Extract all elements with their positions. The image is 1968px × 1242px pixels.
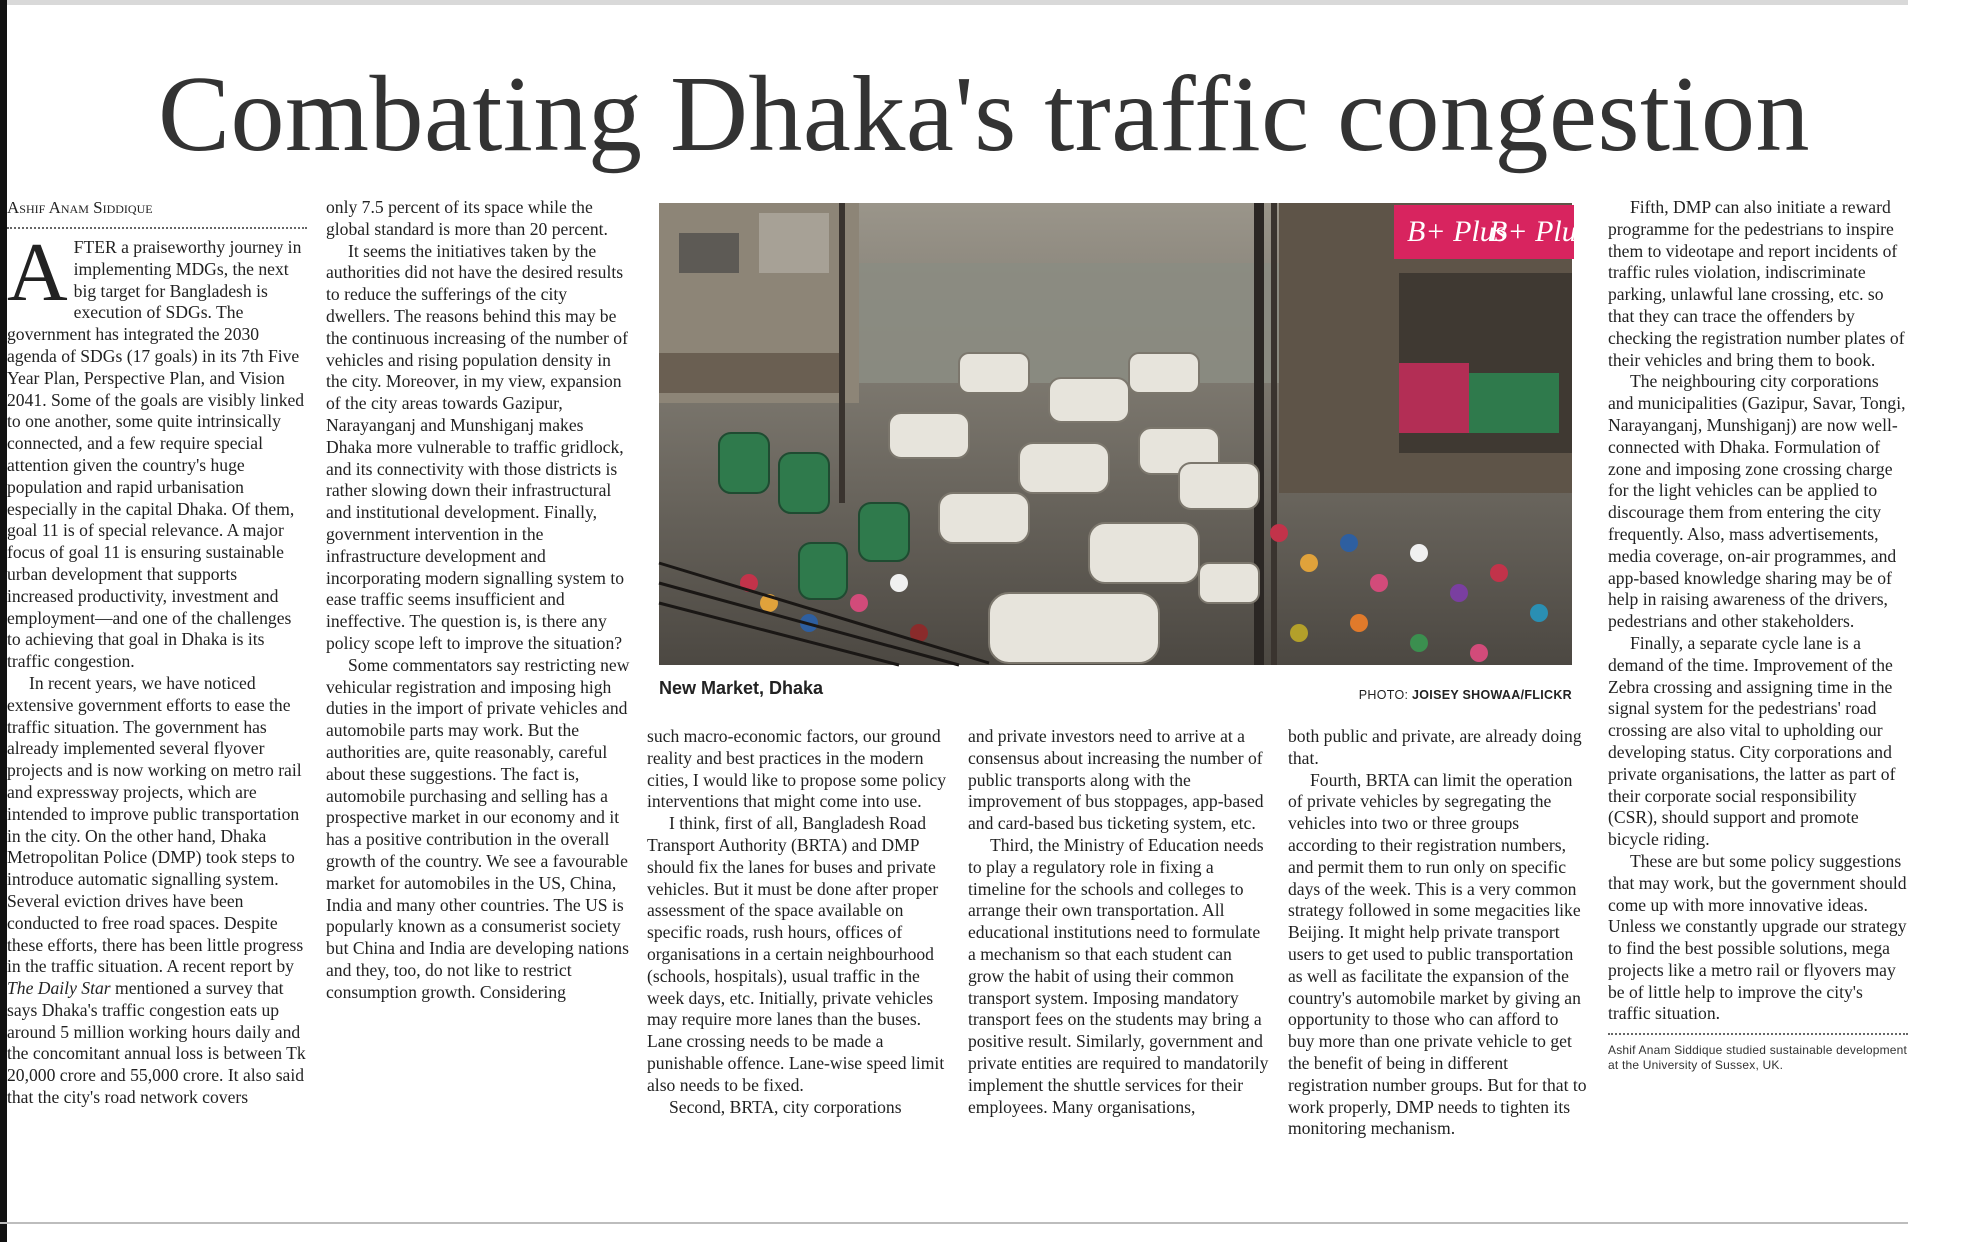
column-1 bbox=[7, 197, 307, 1109]
shop-sign-text-1: B+ Plus bbox=[1407, 215, 1507, 248]
column-2 bbox=[326, 197, 630, 1003]
author-note: Ashif Anam Siddique studied sustainable development at the University of Sussex, UK. bbox=[1608, 1043, 1908, 1073]
newspaper-name: The Daily Star bbox=[7, 978, 111, 999]
col1-paragraph-2 bbox=[7, 673, 307, 1109]
col3-paragraph-2: I think, first of all, Bangladesh Road Transport Authority (BRTA) and DMP should fix the lanes for buses and private vehicles. But it must be done after proper assessment of the space available on specific roads, rush hours, offices of organisations in a certain neighbourhood (schools, hospitals), usual traffic in the week days, etc. Initially, private vehicles may require more lanes than the buses. Lane crossing needs to be made a punishable offence. Lane-wise speed limit also needs to be fixed. bbox=[647, 813, 945, 1095]
col3-paragraph-1: such macro-economic factors, our ground reality and best practices in the modern cities, I would like to propose some policy interventions that might come into use. bbox=[647, 726, 947, 812]
article-photo bbox=[659, 203, 1589, 665]
col4-paragraph-1: and private investors need to arrive at a consensus about increasing the number of public transports along with the improvement of bus stoppages, app-based and card-based bus ticketing system, etc. bbox=[968, 726, 1264, 834]
left-edge-bar bbox=[0, 0, 7, 1242]
col1-p1-text: FTER a praiseworthy journey in implementing MDGs, the next big target for Bangladesh is execution of SDGs. The government has integrated the 2030 agenda of SDGs (17 goals) in its 7th Five Year Plan, Perspective Plan, and Vision 2041. Some of the goals are visibly linked to one another, some quite intrinsically connected, and a few require special attention given the country's huge population and rapid urbanisation especially in the capital Dhaka. Of them, goal 11 is of special relevance. A major focus of goal 11 is ensuring sustainable urban development that supports increased productivity, investment and employment—and one of the challenges to achieving that goal in Dhaka is its traffic congestion. bbox=[7, 237, 305, 672]
column-6 bbox=[1608, 197, 1908, 1073]
col4-paragraph-2: Third, the Ministry of Education needs to play a regulatory role in fixing a timeline for the schools and colleges to arrange their own transportation. All educational institutions need to formulate a mechanism so that each student can grow the habit of using their common transport system. Imposing mandatory transport fees on the students may bring a positive result. Similarly, government and private entities are required to mandatorily implement the shuttle services for their employees. Many organisations, bbox=[968, 834, 1269, 1117]
col5-paragraph-1: both public and private, are already doing that. bbox=[1288, 726, 1582, 768]
top-page-strip bbox=[7, 0, 1908, 5]
col6-paragraph-1: Fifth, DMP can also initiate a reward programme for the pedestrians to inspire them to videotape and report incidents of traffic rules violation, indiscriminate parking, unlawful lane crossing, etc. so that they can trace the offenders by checking the registration number plates of their vehicles and bring them to book. bbox=[1608, 197, 1905, 370]
col2-paragraph-3: Some commentators say restricting new vehicular registration and imposing high duties in the import of private vehicles and automobile parts may work. But the authorities are, quite reasonably, careful about these suggestions. The fact is, automobile purchasing and selling has a prospective market in our economy and it has a positive contribution in the overall growth of the country. We see a favourable market for automobiles in the US, China, India and many other countries. The US is popularly known as a consumerist society but China and India are developing nations and they, too, do not like to restrict consumption growth. Considering bbox=[326, 654, 630, 1002]
col2-paragraph-2: It seems the initiatives taken by the authorities did not have the desired results to reduce the sufferings of the city dwellers. The reasons behind this may be the continuous increasing of the number of vehicles and rising population density in the city. Moreover, in my view, expansion of the city areas towards Gazipur, Narayanganj and Munshiganj makes Dhaka more vulnerable to traffic gridlock, and its connectivity with those districts is rather slowing down their infrastructural and institutional development. Finally, government intervention in the infrastructure development and incorporating modern signalling system to ease traffic seems insufficient and ineffective. The question is, is there any policy scope left to improve the situation? bbox=[326, 240, 628, 653]
column-4 bbox=[968, 726, 1272, 1118]
photo-credit-name: JOISEY SHOWAA/FLICKR bbox=[1412, 688, 1572, 702]
column-5 bbox=[1288, 726, 1588, 1140]
headline: Combating Dhaka's traffic congestion bbox=[157, 55, 1811, 174]
photo-credit bbox=[1359, 688, 1572, 702]
photo-credit-prefix: PHOTO: bbox=[1358, 688, 1413, 702]
col3-paragraph-3: Second, BRTA, city corporations bbox=[669, 1096, 902, 1117]
col2-paragraph-1: only 7.5 percent of its space while the global standard is more than 20 percent. bbox=[326, 197, 608, 239]
column-3 bbox=[647, 726, 951, 1118]
col6-paragraph-4: These are but some policy suggestions that may work, but the government should come up with more innovative ideas. Unless we constantly upgrade our strategy to find the best possible solutions, mega projects like a metro rail or flyovers may be of little help to improve the city's traffic situation. bbox=[1608, 850, 1907, 1024]
col1-p2a-text: In recent years, we have noticed extensive government efforts to ease the traffic situation. The government has already implemented several flyover projects and is now working on metro rail and expressway projects, which are intended to improve public transportation in the city. On the other hand, Dhaka Metropolitan Police (DMP) took steps to introduce automatic signalling system. Several eviction drives have been conducted to free road spaces. Despite these efforts, there has been little progress in the traffic situation. A recent report by bbox=[7, 672, 304, 977]
col6-paragraph-3: Finally, a separate cycle lane is a demand of the time. Improvement of the Zebra crossing and assigning time in the signal system for the pedestrians' road crossing are also vital to upholding our developing status. City corporations and private organisations, the latter as part of their corporate social responsibility (CSR), should support and promote bicycle riding. bbox=[1608, 632, 1896, 850]
photo-caption: New Market, Dhaka bbox=[659, 678, 824, 698]
shop-sign-text-2: B+ Plus bbox=[1489, 215, 1589, 248]
col1-paragraph-1 bbox=[7, 226, 307, 673]
col1-p2b-text: mentioned a survey that says Dhaka's traffic congestion eats up around 5 million working hours daily and the concomitant annual loss is between Tk 20,000 crore and 55,000 crore. It also said that the city's road network covers bbox=[7, 978, 306, 1108]
byline: Ashif Anam Siddique bbox=[7, 198, 153, 217]
traffic-scene-illustration bbox=[659, 203, 1589, 665]
col5-paragraph-2: Fourth, BRTA can limit the operation of private vehicles by segregating the vehicles into two or three groups according to their registration numbers, and permit them to run only on specific days of the week. This is a very common strategy followed in some megacities like Beijing. It might help private transport users to get used to public transportation as well as facilitate the expansion of the country's automobile market by giving an opportunity to those who can afford to buy more than one private vehicle to get the benefit of being in different registration number groups. But for that to work properly, DMP needs to tighten its monitoring mechanism. bbox=[1288, 769, 1587, 1139]
author-note-divider bbox=[1608, 1033, 1908, 1035]
drop-cap: A bbox=[7, 226, 68, 319]
col6-paragraph-2: The neighbouring city corporations and municipalities (Gazipur, Savar, Tongi, Narayanganj, Munshiganj) are now well-connected with Dhaka. Formulation of zone and imposing zone crossing charge for the light vehicles can be applied to discourage them from entering the city frequently. Also, mass advertisements, media coverage, on-air programmes, and app-based knowledge sharing may be of help in raising awareness of the drivers, pedestrians and other stakeholders. bbox=[1608, 371, 1906, 632]
bottom-rule bbox=[0, 1222, 1908, 1224]
